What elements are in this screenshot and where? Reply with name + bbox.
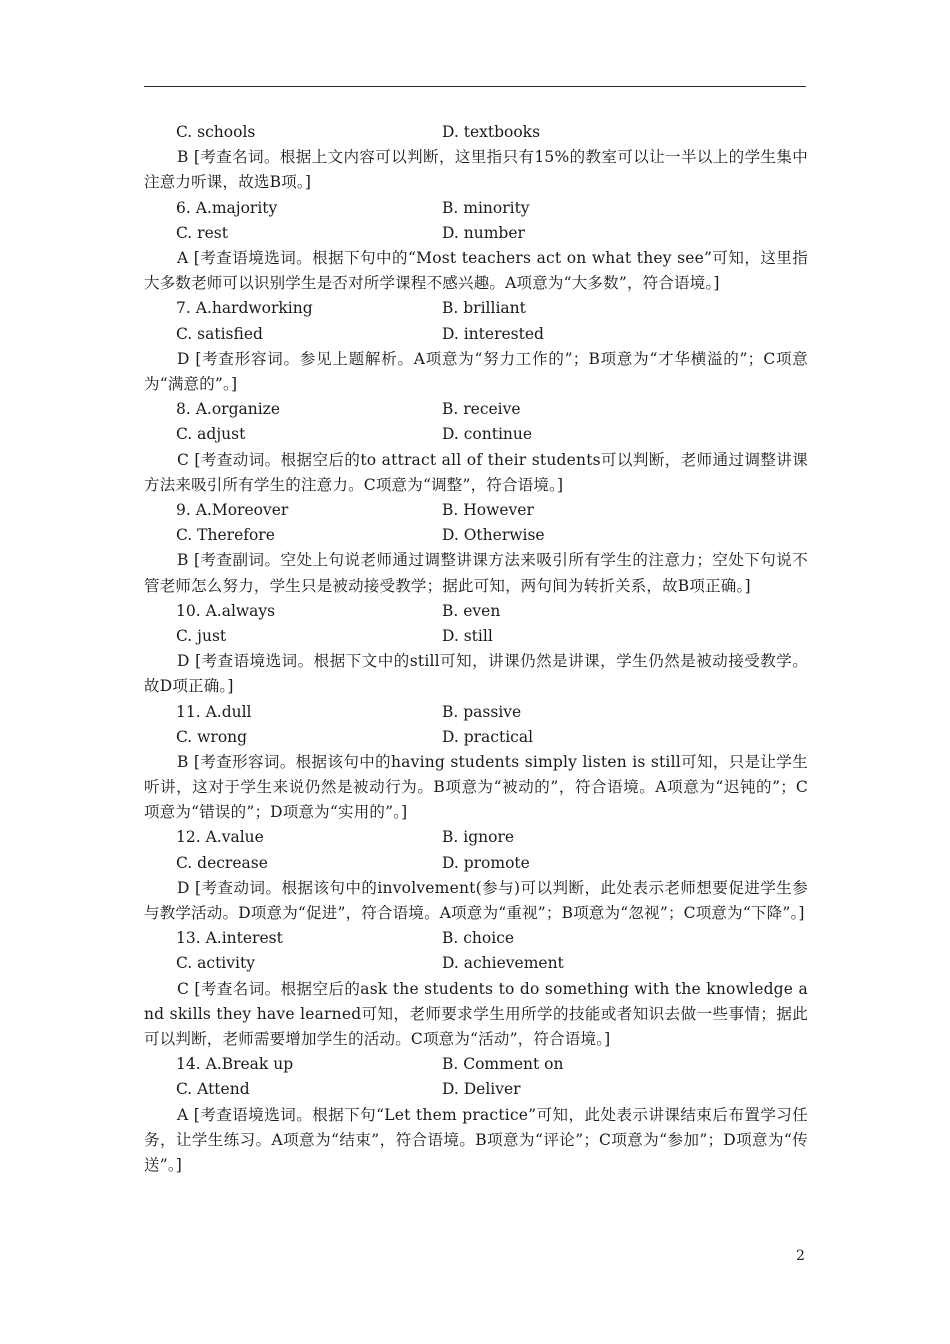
header-rule (144, 86, 806, 87)
option-left: C. rest (176, 223, 228, 242)
option-left: C. adjust (176, 425, 246, 444)
answer-explanation: C [考查动词。根据空后的to attract all of their students可以判断，老师通过调整讲课方法来吸引所有学生的注意力。C项意为“调整”，符合语境。] (144, 450, 808, 494)
options-row (144, 1077, 808, 1102)
options-row (144, 951, 808, 976)
option-right: D. textbooks (442, 123, 541, 141)
option-left: 7. A.hardworking (176, 299, 313, 318)
options-row (144, 196, 808, 221)
answer-explanation: A [考查语境选词。根据下句中的“Most teachers act on what they see”可知，这里指大多数老师可以识别学生是否对所学课程不感兴趣。A项意为“大多数”，符合语境。] (144, 248, 808, 293)
option-left: 12. A.value (176, 828, 264, 847)
options-row (144, 498, 808, 523)
options-row (144, 221, 808, 246)
options-row (144, 422, 808, 447)
options-row (144, 725, 808, 750)
option-left: 6. A.majority (176, 198, 278, 217)
option-left: 13. A.interest (176, 929, 283, 948)
options-row (144, 322, 808, 347)
option-left: 10. A.always (176, 601, 276, 620)
option-right: B. choice (442, 929, 515, 948)
document-body (144, 120, 808, 1178)
option-right: B. ignore (442, 828, 515, 847)
answer-explanation: A [考查语境选词。根据下句“Let them practice”可知，此处表示讲课结束后布置学习任务，让学生练习。A项意为“结束”，符合语境。B项意为“评论”；C项意为“参加”；D项意为“传送”。] (144, 1105, 808, 1175)
option-left: C. Therefore (176, 526, 275, 545)
options-row (144, 397, 808, 422)
option-left: 11. A.dull (176, 702, 252, 721)
options-row (144, 120, 808, 145)
option-left: C. wrong (176, 727, 248, 746)
options-row (144, 1052, 808, 1077)
options-row (144, 523, 808, 548)
option-right: B. receive (442, 400, 521, 419)
option-left: C. satisfied (176, 324, 263, 343)
options-row (144, 624, 808, 649)
option-right: D. practical (442, 727, 534, 746)
option-right: D. continue (442, 425, 533, 444)
options-row (144, 599, 808, 624)
option-right: D. number (442, 223, 525, 242)
option-left: C. Attend (176, 1080, 250, 1099)
option-left: C. activity (176, 954, 255, 973)
option-right: D. achievement (442, 954, 564, 973)
options-row (144, 851, 808, 876)
options-row (144, 296, 808, 321)
answer-explanation: B [考查名词。根据上文内容可以判断，这里指只有15%的教室可以让一半以上的学生集中注意力听课，故选B项。] (144, 148, 808, 192)
option-left: 9. A.Moreover (176, 500, 289, 519)
option-right: B. minority (442, 198, 530, 217)
answer-explanation: B [考查副词。空处上句说老师通过调整讲课方法来吸引所有学生的注意力；空处下句说不管老师怎么努力，学生只是被动接受教学；据此可知，两句间为转折关系，故B项正确。] (144, 551, 808, 595)
answer-explanation: B [考查形容词。根据该句中的having students simply listen is still可知，只是让学生听讲，这对于学生来说仍然是被动行为。B项意为“被动的”，符合语境。A项意为“迟钝的”；C项意为“错误的”；D项意为“实用的”。] (144, 752, 808, 822)
options-row (144, 825, 808, 850)
page-number: 2 (796, 1248, 805, 1264)
option-right: B. Comment on (442, 1055, 564, 1074)
option-right: D. Otherwise (442, 526, 545, 545)
options-row (144, 926, 808, 951)
option-left: 8. A.organize (176, 400, 281, 419)
option-right: B. However (442, 500, 534, 519)
option-right: D. promote (442, 853, 530, 872)
option-left: C. just (176, 626, 227, 645)
answer-explanation: D [考查动词。根据该句中的involvement(参与)可以判断，此处表示老师想要促进学生参与教学活动。D项意为“促进”，符合语境。A项意为“重视”；B项意为“忽视”；C项意为“下降”。] (144, 878, 808, 923)
answer-explanation: C [考查名词。根据空后的ask the students to do something with the knowledge and skills they have learned可知，老师要求学生用所学的技能或者知识去做一些事情；据此可以判断，老师需要增加学生的活动。C项意为“活动”，符合语境。] (144, 979, 808, 1049)
option-right: B. even (442, 601, 501, 620)
answer-explanation: D [考查形容词。参见上题解析。A项意为“努力工作的”；B项意为“才华横溢的”；C项意为“满意的”。] (144, 349, 808, 393)
option-right: D. Deliver (442, 1080, 521, 1099)
option-right: D. interested (442, 324, 544, 343)
option-left: C. decrease (176, 853, 268, 872)
options-row (144, 700, 808, 725)
answer-explanation: D [考查语境选词。根据下文中的still可知，讲课仍然是讲课，学生仍然是被动接受教学。故D项正确。] (144, 652, 808, 696)
option-right: B. brilliant (442, 299, 526, 318)
option-left: 14. A.Break up (176, 1055, 294, 1074)
option-right: D. still (442, 626, 493, 645)
option-left: C. schools (176, 123, 256, 141)
option-right: B. passive (442, 702, 522, 721)
